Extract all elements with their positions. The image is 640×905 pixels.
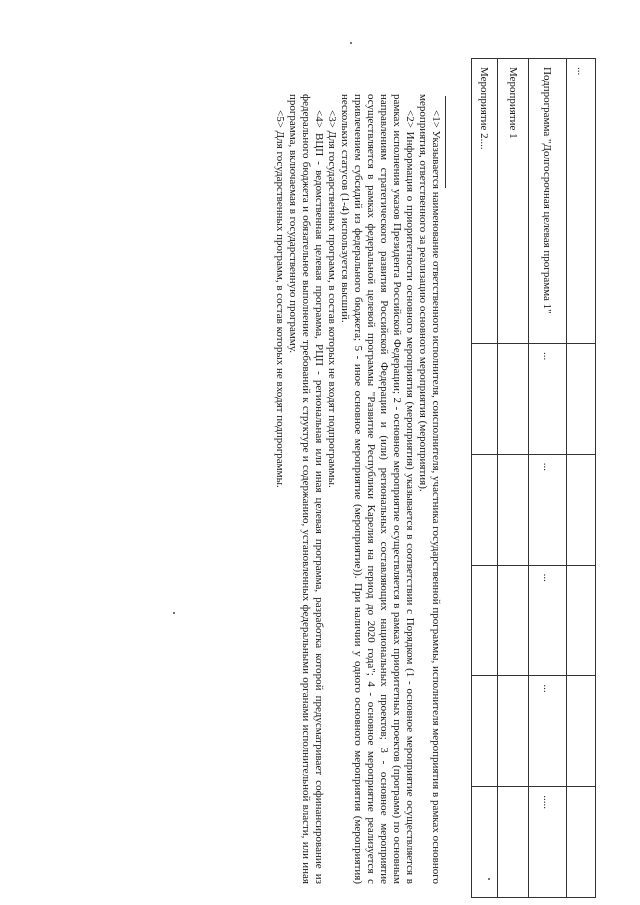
table-row (529, 59, 567, 898)
table-row (498, 59, 529, 898)
scan-speck (173, 612, 175, 614)
table-cell: ..... (529, 787, 567, 898)
table-cell-label: Подпрограмма "Долгосрочная целевая программа 1" (529, 59, 567, 344)
table-cell (567, 676, 596, 787)
footnotes (273, 94, 442, 884)
footnote-2: <2> Информация о приоритетности основного мероприятия (мероприятия) указывается в соответствии с Порядком (1 - основное мероприятие осуществляется в рамках исполнения указов Президента Российской Федерации; 2 - основное мероприятие осуществляется в рамках приоритетных проектов (программ) по основным направлениям стратегического развития Российской Федерации и (или) региональных составляющих национальных проектов; 3 - основное мероприятие осуществляется в рамках федеральной целевой программы "Развитие Республики Карелия на период до 2020 года"; 4 - основное мероприятие реализуется с привлечением субсидий из федерального бюджета; 5 - иное основное мероприятие (мероприятие)). При наличии у одного основного мероприятия (мероприятия) нескольких статусов (1-4) используется высший. (339, 94, 416, 884)
table-cell (498, 787, 529, 898)
table-cell: ... (529, 344, 567, 455)
table-cell (472, 676, 498, 787)
footnote-separator (445, 96, 446, 188)
footnote-5: <5> Для государственных программ, в состав которых не входят подпрограммы. (274, 110, 286, 488)
scan-speck (488, 878, 490, 880)
table-row (472, 59, 498, 898)
table-cell (567, 565, 596, 676)
table-cell (472, 454, 498, 565)
table-cell-label: Мероприятие 2.... (472, 59, 498, 344)
activities-table (471, 58, 596, 898)
table-cell (567, 454, 596, 565)
table-cell (567, 344, 596, 455)
table-cell (472, 344, 498, 455)
footnote-1: <1> Указывается наименование ответственного исполнителя, соисполнителя, участника государственной программы, исполнителя мероприятия в рамках основного мероприятия, ответственного за реализацию основного мероприятия (мероприятия). (417, 94, 442, 884)
table-cell (498, 454, 529, 565)
footnote-3: <3> Для государственных программ, в состав которых не входят подпрограммы. (326, 110, 338, 488)
scan-speck (350, 42, 352, 44)
table-cell (498, 344, 529, 455)
table-cell-label: ... (567, 59, 596, 344)
table-cell: ... (529, 676, 567, 787)
table-cell (472, 787, 498, 898)
table-row (567, 59, 596, 898)
table-cell (498, 676, 529, 787)
table-cell (472, 565, 498, 676)
table-cell-label: Мероприятие 1 (498, 59, 529, 344)
table-cell (498, 565, 529, 676)
footnote-4: <4> ВЦП - ведомственная целевая программа, РЦП - региональная или иная целевая программа, разработка которой предусматривает софинансирование из федерального бюджета и обязательное выполнение требований к структуре и содержанию, установленных федеральными органами исполнительной власти, или иная программа, включаемая в государственную программу. (287, 94, 325, 884)
table-cell (567, 787, 596, 898)
table-cell: ... (529, 454, 567, 565)
table-cell: ... (529, 565, 567, 676)
